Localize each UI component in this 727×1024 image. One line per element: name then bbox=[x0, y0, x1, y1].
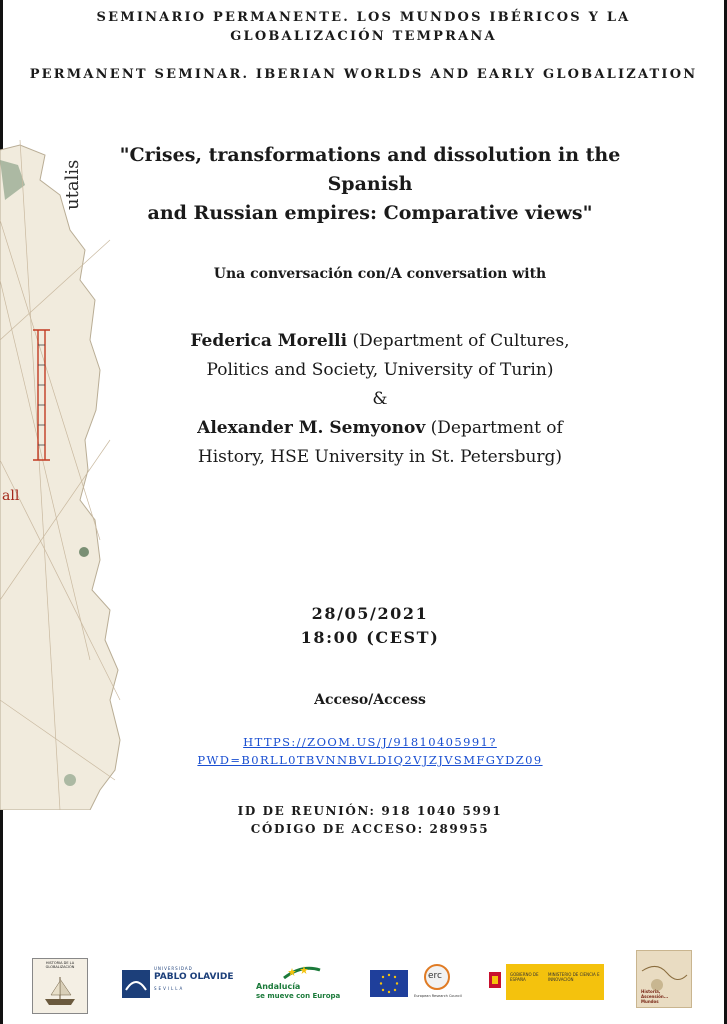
map-word-lower: all bbox=[2, 488, 20, 504]
gov-label: GOBIERNO DE ESPAÑA bbox=[510, 972, 539, 982]
ministry-label: MINISTERIO DE CIENCIA E INNOVACIÓN bbox=[548, 972, 600, 982]
zoom-link-line-1[interactable]: HTTPS://ZOOM.US/J/91810405991? bbox=[243, 735, 497, 749]
zoom-link[interactable] bbox=[150, 733, 590, 769]
speaker-2-affiliation-b: History, HSE University in St. Petersburg) bbox=[197, 447, 563, 467]
seminar-title-es: SEMINARIO PERMANENTE. LOS MUNDOS IBÉRICOS Y LA GLOBALIZACIÓN TEMPRANA bbox=[96, 10, 631, 44]
ampersand: & bbox=[372, 389, 388, 409]
speaker-2-name: Alexander M. Semyonov bbox=[197, 418, 426, 438]
zoom-link-line-2[interactable]: PWD=B0RLL0TBVNNBVLDIQ2VJZJVSMFGYDZ09 bbox=[197, 753, 543, 767]
talk-title-line-1: "Crises, transformations and dissolution in the Spanish bbox=[119, 144, 621, 195]
speakers-block bbox=[150, 327, 610, 472]
erc-sub: European Research Council bbox=[414, 994, 462, 998]
andalucia-stars-icon bbox=[282, 964, 322, 980]
talk-title bbox=[90, 141, 650, 228]
speaker-1-affiliation-b: Politics and Society, University of Turin) bbox=[206, 360, 554, 380]
book-cover bbox=[636, 950, 692, 1008]
conversation-label: Una conversación con/A conversation with bbox=[213, 266, 547, 282]
ship-icon bbox=[33, 969, 87, 1013]
speaker-1-affiliation-a: (Department of Cultures, bbox=[352, 331, 570, 351]
speaker-2-affiliation-a: (Department of bbox=[430, 418, 563, 438]
event-date: 28/05/2021 bbox=[311, 604, 429, 623]
map-word-upper: utalis bbox=[62, 159, 83, 210]
upo-emblem-icon bbox=[122, 970, 150, 998]
speaker-2-line-a bbox=[150, 414, 610, 443]
upo-city: SEVILLA bbox=[154, 986, 185, 991]
seminar-title-en: PERMANENT SEMINAR. IBERIAN WORLDS AND EARLY GLOBALIZATION bbox=[29, 67, 698, 82]
andalucia-line-1: Andalucía bbox=[256, 982, 301, 991]
eu-flag bbox=[370, 970, 408, 997]
access-label: Acceso/Access bbox=[314, 692, 426, 708]
book-title: Historia, Ascensión... Mundos bbox=[641, 989, 669, 1004]
speaker-1-line-a bbox=[150, 327, 610, 356]
seminar-logo-text: HISTORIA DE LA GLOBALIZACIÓN bbox=[45, 961, 75, 969]
sponsor-logos bbox=[0, 940, 727, 1020]
speaker-1-name: Federica Morelli bbox=[190, 331, 348, 351]
portolan-map-image bbox=[0, 140, 130, 810]
event-time: 18:00 (CEST) bbox=[300, 628, 440, 647]
upo-small: UNIVERSIDAD bbox=[154, 966, 193, 971]
spain-shield-panel bbox=[484, 964, 506, 1000]
seminar-logo bbox=[32, 958, 88, 1014]
erc-logo bbox=[414, 964, 462, 1004]
andalucia-line-2: se mueve con Europa bbox=[256, 992, 341, 1000]
upo-main: PABLO OLAVIDE bbox=[154, 972, 234, 982]
spain-shield-icon bbox=[484, 964, 506, 1000]
erc-label: erc bbox=[428, 971, 442, 981]
meeting-id: ID DE REUNIÓN: 918 1040 5991 bbox=[237, 804, 503, 818]
eu-stars-icon bbox=[370, 970, 408, 997]
talk-title-line-2: and Russian empires: Comparative views" bbox=[147, 202, 593, 224]
access-code: CÓDIGO DE ACCESO: 289955 bbox=[250, 822, 490, 836]
spain-ministry-logo bbox=[484, 964, 604, 1000]
upo-logo bbox=[122, 966, 234, 1002]
andalucia-logo bbox=[256, 964, 341, 1004]
